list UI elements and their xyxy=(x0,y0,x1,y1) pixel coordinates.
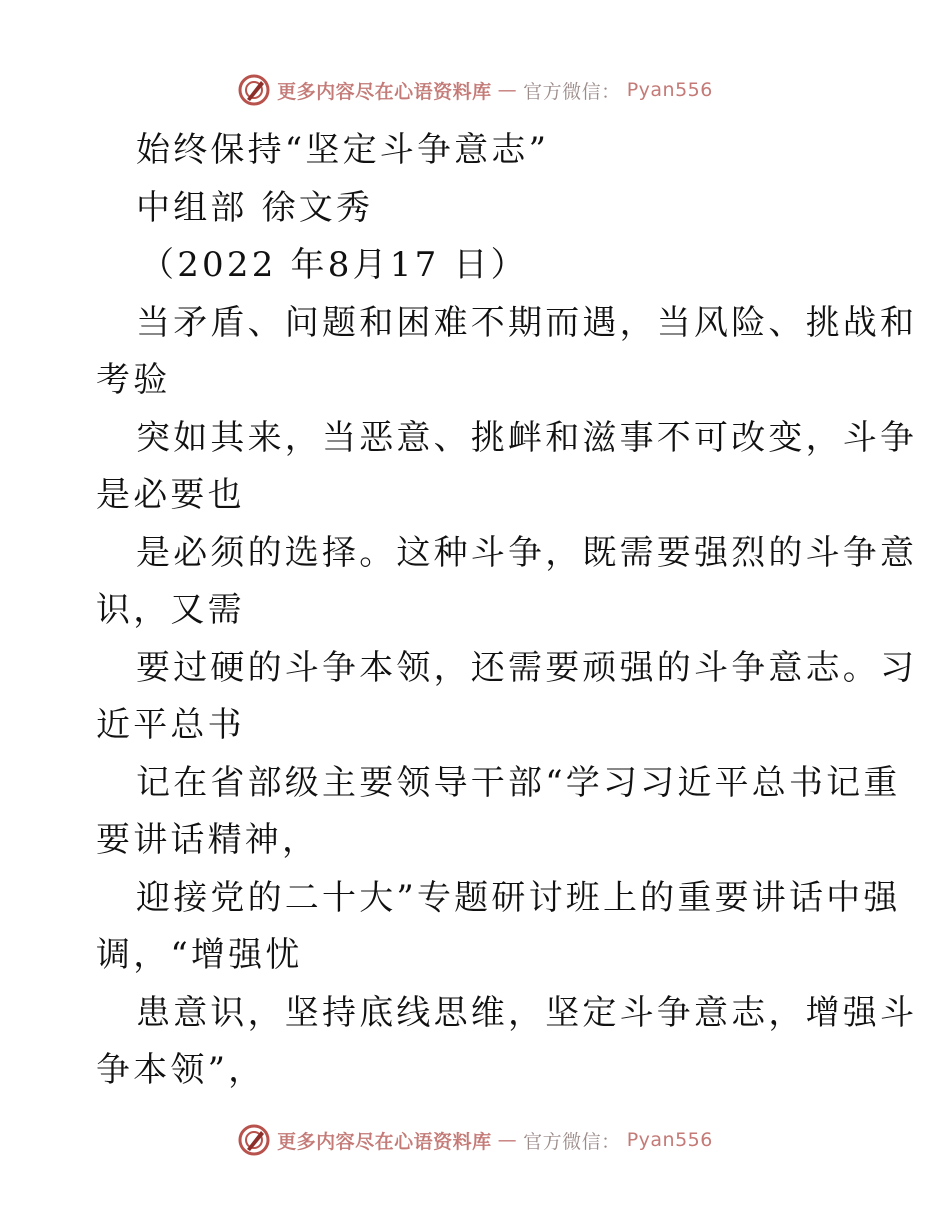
watermark-sub-text: 官方微信： xyxy=(523,80,621,103)
watermark-wechat-id: Pyan556 xyxy=(626,79,713,101)
paragraph-line: 是必须的选择。这种斗争，既需要强烈的斗争意 xyxy=(136,532,918,573)
paragraph-line: 调，“增强忧 xyxy=(96,935,303,975)
document-title: 始终保持“坚定斗争意志” xyxy=(136,130,550,170)
paragraph-line: 要讲话精神， xyxy=(96,820,320,860)
document-paragraph xyxy=(96,295,918,1100)
paragraph-line: 当矛盾、问题和困难不期而遇，当风险、挑战和 xyxy=(136,302,918,343)
paragraph-line: 是必要也 xyxy=(96,475,245,515)
paragraph-line: 患意识，坚持底线思维，坚定斗争意志，增强斗 xyxy=(136,992,918,1033)
document-body xyxy=(96,122,918,1100)
watermark-separator: — xyxy=(497,1129,518,1151)
paragraph-line: 突如其来，当恶意、挑衅和滋事不可改变，斗争 xyxy=(136,417,918,458)
document-date: （2022 年8月17 日） xyxy=(140,245,528,285)
document-author: 中组部 徐文秀 xyxy=(136,187,374,228)
watermark-separator: — xyxy=(497,79,518,101)
stamp-pen-logo-icon xyxy=(237,73,271,107)
paragraph-line: 记在省部级主要领导干部“学习习近平总书记重 xyxy=(136,762,901,803)
watermark-wechat-id: Pyan556 xyxy=(626,1129,713,1151)
watermark-footer xyxy=(0,1120,950,1160)
paragraph-line: 考验 xyxy=(96,360,171,400)
paragraph-line: 识，又需 xyxy=(96,590,245,630)
paragraph-line: 争本领”， xyxy=(96,1050,266,1090)
paragraph-line: 近平总书 xyxy=(96,705,245,745)
paragraph-line: 要过硬的斗争本领，还需要顽强的斗争意志。习 xyxy=(136,647,918,688)
watermark-main-text: 更多内容尽在心语资料库 xyxy=(277,80,492,103)
watermark-sub-text: 官方微信： xyxy=(523,1130,621,1153)
watermark-header xyxy=(0,70,950,110)
stamp-pen-logo-icon xyxy=(237,1123,271,1157)
paragraph-line: 迎接党的二十大”专题研讨班上的重要讲话中强 xyxy=(136,877,901,918)
watermark-main-text: 更多内容尽在心语资料库 xyxy=(277,1130,492,1153)
